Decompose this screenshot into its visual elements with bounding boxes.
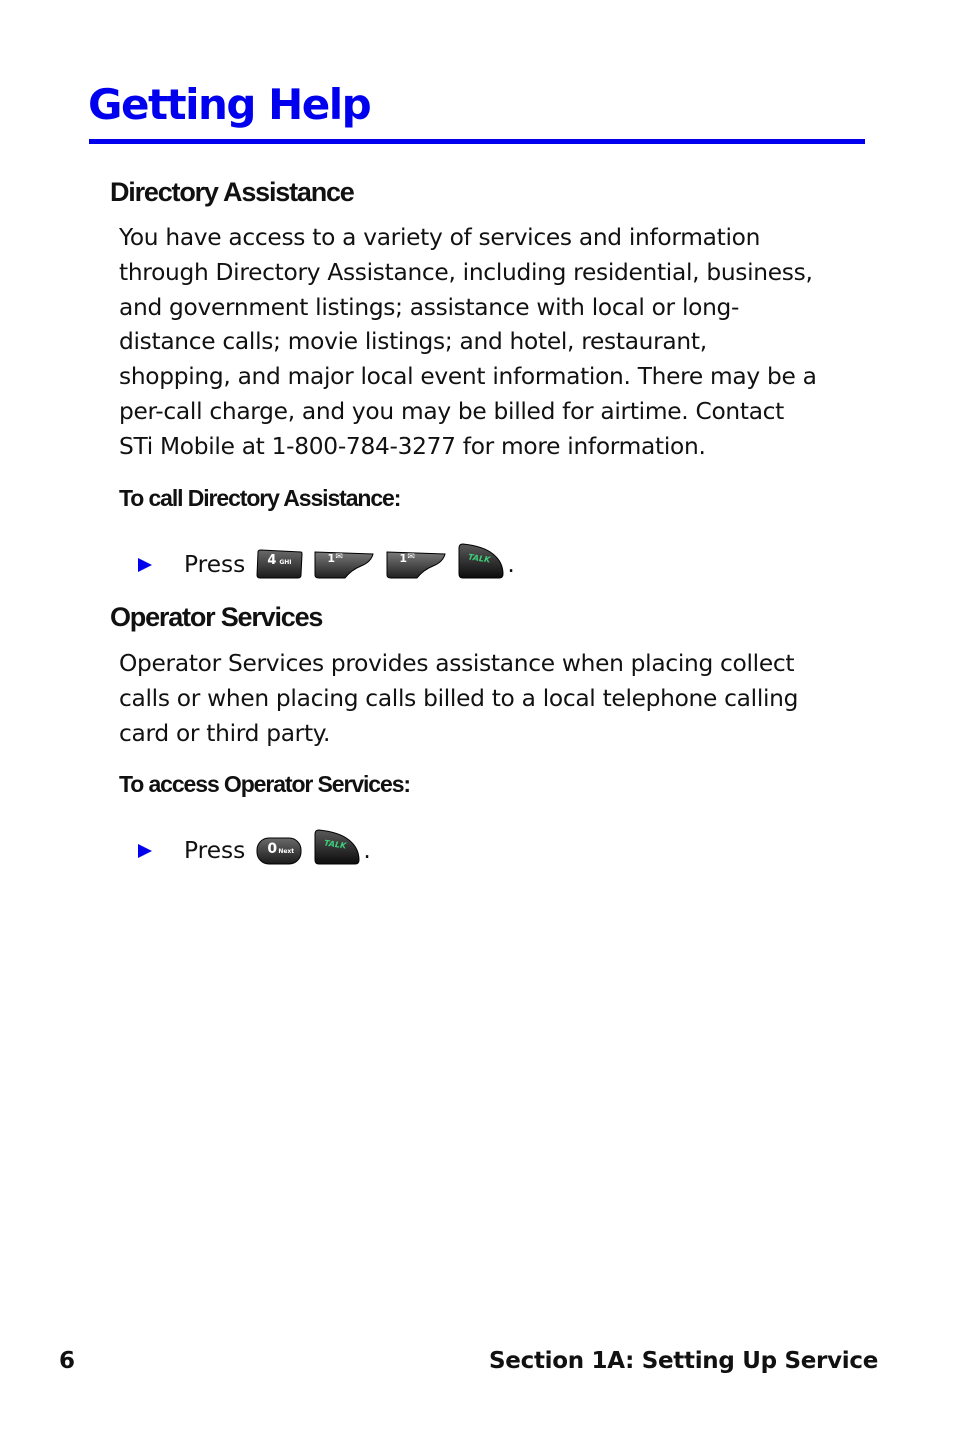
section-heading-operator-services: Operator Services [110,602,323,632]
page-title: Getting Help [88,80,371,129]
page-number: 6 [59,1348,76,1374]
directory-assistance-paragraph [119,221,864,465]
paragraph-line: Operator Services provides assistance when placing collect [119,650,795,677]
operator-services-paragraph [119,647,864,751]
paragraph-line: calls or when placing calls billed to a local telephone calling [119,684,799,712]
instruction-access-operator-services: To access Operator Services: [119,771,410,797]
paragraph-line: per-call charge, and you may be billed for airtime. Contact [119,397,785,425]
title-rule [89,139,865,144]
paragraph-line: You have access to a variety of services and information [119,224,761,251]
paragraph-line: through Directory Assistance, including residential, business, [119,258,813,286]
bullet-arrow-icon [138,558,152,572]
bullet-arrow-icon [138,844,152,858]
step-call-directory-assistance [138,532,515,580]
key-1-voicemail-icon: 1 ✉ [313,548,375,580]
paragraph-line: distance calls; movie listings; and hotel, restaurant, [119,328,707,356]
step-end-period: . [507,551,515,578]
paragraph-line: shopping, and major local event information. There may be a [119,363,817,391]
key-0-next-icon: 0 Next [255,836,303,866]
key-1-voicemail-icon: 1 ✉ [385,548,447,580]
press-label: Press [184,837,246,864]
paragraph-line: and government listings; assistance with local or long- [119,293,740,321]
footer-section-title: Section 1A: Setting Up Service [489,1348,878,1374]
key-4-ghi-icon: 4 GHI [255,548,303,580]
talk-key-icon: TALK [313,828,361,866]
step-access-operator-services [138,818,371,866]
step-end-period: . [363,837,371,864]
section-heading-directory-assistance: Directory Assistance [110,177,354,207]
paragraph-line: STi Mobile at 1-800-784-3277 for more information. [119,432,706,460]
instruction-call-directory-assistance: To call Directory Assistance: [119,485,401,511]
paragraph-line: card or third party. [119,719,331,747]
talk-key-icon: TALK [457,542,505,580]
press-label: Press [184,551,246,578]
